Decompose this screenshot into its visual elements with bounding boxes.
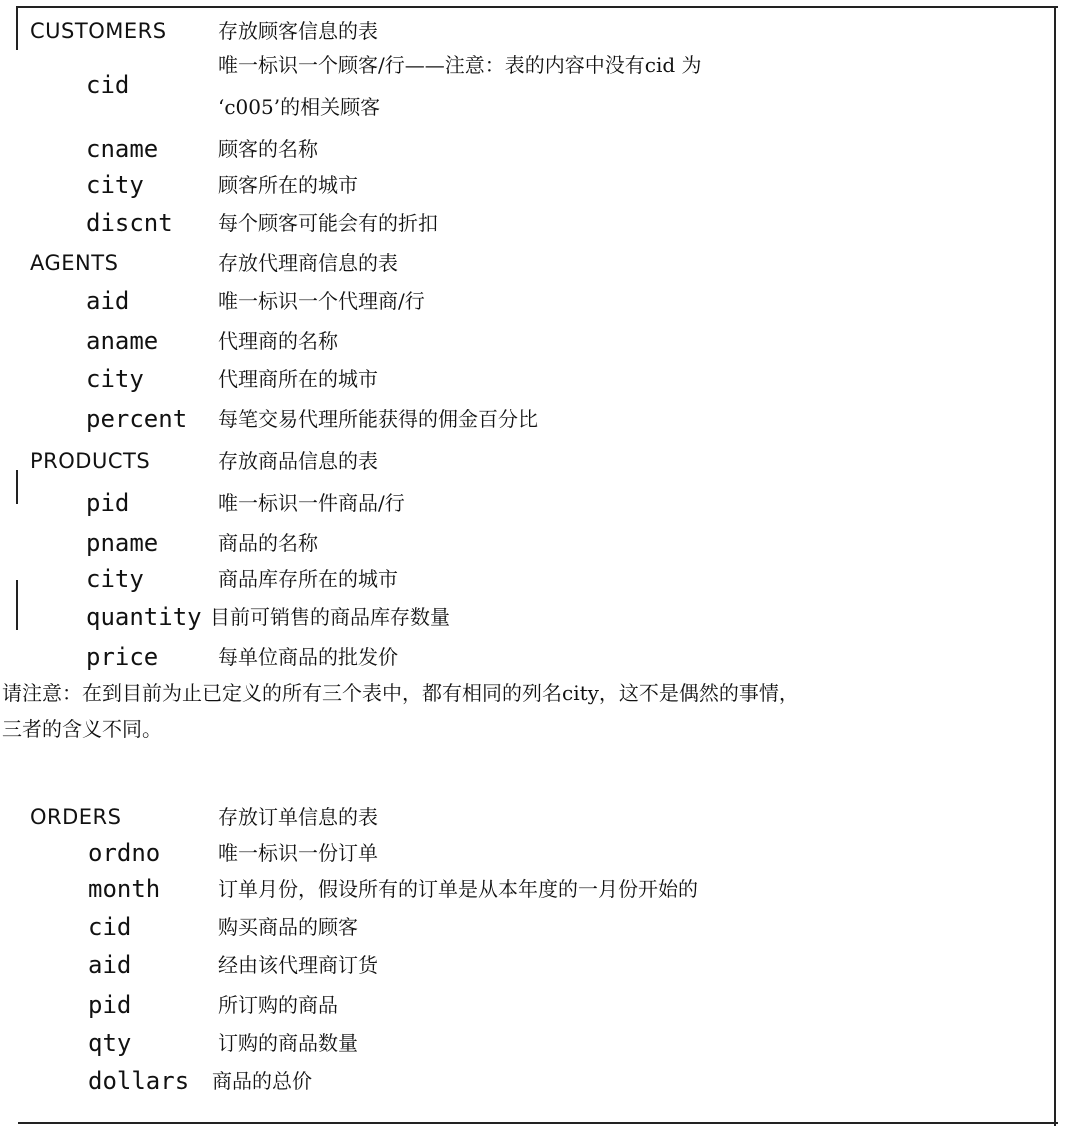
column-name: aid: [88, 951, 132, 979]
table-description: 存放顾客信息的表: [218, 19, 378, 43]
column-description: 顾客所在的城市: [218, 173, 358, 197]
column-name: qty: [88, 1029, 132, 1057]
column-description: 唯一标识一件商品/行: [218, 491, 405, 515]
note-line-1: 请注意：在到目前为止已定义的所有三个表中，都有相同的列名city，这不是偶然的事情，: [2, 681, 799, 705]
column-description: 商品库存所在的城市: [218, 567, 398, 591]
column-description: 唯一标识一个代理商/行: [218, 289, 425, 313]
column-name: city: [86, 365, 144, 393]
frame-left-segment: [16, 580, 18, 630]
column-description: 所订购的商品: [218, 993, 338, 1017]
column-name: aid: [86, 287, 130, 315]
note-line-2: 三者的含义不同。: [2, 717, 162, 741]
column-description: 订购的商品数量: [218, 1031, 358, 1055]
table-name: AGENTS: [30, 251, 119, 275]
column-description: 顾客的名称: [218, 137, 318, 161]
column-description: 购买商品的顾客: [218, 915, 358, 939]
table-name: PRODUCTS: [30, 449, 151, 473]
column-description: 每单位商品的批发价: [218, 645, 398, 669]
table-description: 存放商品信息的表: [218, 449, 378, 473]
table-name: ORDERS: [30, 805, 122, 829]
column-description: 经由该代理商订货: [218, 953, 378, 977]
column-description: 商品的总价: [212, 1069, 312, 1093]
frame-right: [1054, 6, 1056, 1126]
column-name: cname: [86, 135, 159, 163]
column-name: month: [88, 875, 161, 903]
column-name: cid: [88, 913, 132, 941]
table-description: 存放代理商信息的表: [218, 251, 398, 275]
column-name: pid: [88, 991, 132, 1019]
column-name: city: [86, 565, 144, 593]
column-name: discnt: [86, 209, 173, 237]
column-description: 代理商的名称: [218, 329, 338, 353]
column-name: ordno: [88, 839, 161, 867]
column-name: percent: [86, 405, 188, 433]
frame-left-segment: [16, 470, 18, 504]
frame-top: [18, 6, 1058, 8]
column-description: 唯一标识一份订单: [218, 841, 378, 865]
column-description: 每笔交易代理所能获得的佣金百分比: [218, 407, 538, 431]
column-description: 代理商所在的城市: [218, 367, 378, 391]
column-name: dollars: [88, 1067, 190, 1095]
column-description-continued: ‘c005’的相关顾客: [218, 95, 381, 119]
column-name: aname: [86, 327, 159, 355]
column-description: 商品的名称: [218, 531, 318, 555]
column-description: 唯一标识一个顾客/行——注意：表的内容中没有cid 为: [218, 53, 702, 77]
column-name: quantity: [86, 603, 202, 631]
frame-bottom: [18, 1122, 1058, 1124]
column-name: price: [86, 643, 159, 671]
column-name: city: [86, 171, 144, 199]
column-name: pid: [86, 489, 130, 517]
column-description: 每个顾客可能会有的折扣: [218, 211, 438, 235]
column-name: pname: [86, 529, 159, 557]
table-description: 存放订单信息的表: [218, 805, 378, 829]
column-description: 目前可销售的商品库存数量: [210, 605, 450, 629]
column-name: cid: [86, 71, 130, 99]
table-name: CUSTOMERS: [30, 19, 167, 43]
frame-left-segment: [16, 6, 18, 50]
column-description: 订单月份，假设所有的订单是从本年度的一月份开始的: [218, 877, 698, 901]
